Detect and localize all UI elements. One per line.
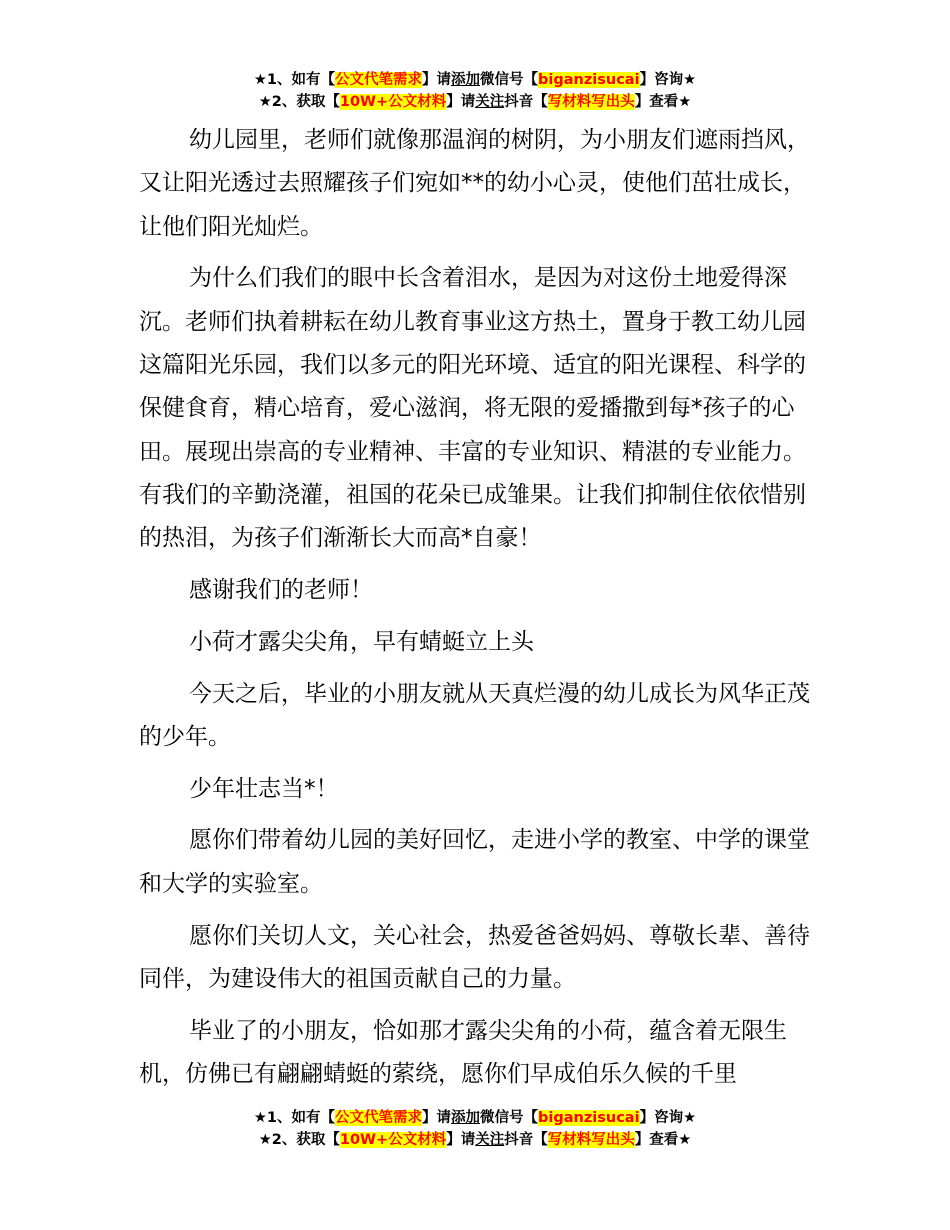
highlight-wechat-id: biganzisucai bbox=[538, 1110, 640, 1126]
highlight-wechat-id: biganzisucai bbox=[538, 72, 640, 88]
paragraph: 今天之后，毕业的小朋友就从天真烂漫的幼儿成长为风华正茂的少年。 bbox=[139, 680, 810, 750]
highlight-materials: 10W+公文材料 bbox=[339, 1132, 447, 1148]
footer-banner bbox=[0, 1107, 950, 1151]
paragraph: 小荷才露尖尖角，早有蜻蜓立上头 bbox=[189, 628, 534, 655]
banner-line-2: ★2、获取【10W+公文材料】请关注抖音【写材料写出头】查看★ bbox=[258, 1132, 692, 1148]
paragraph: 毕业了的小朋友，恰如那才露尖尖角的小荷，蕴含着无限生机，仿佛已有翩翩蜻蜓的萦绕，愿你们早成伯乐久候的千里 bbox=[139, 1017, 787, 1087]
paragraph: 少年壮志当*！ bbox=[189, 775, 339, 802]
highlight-materials: 10W+公文材料 bbox=[339, 94, 447, 110]
highlight-douyin: 写材料写出头 bbox=[547, 1132, 635, 1148]
highlight-service: 公文代笔需求 bbox=[335, 1110, 423, 1126]
banner-line-2: ★2、获取【10W+公文材料】请关注抖音【写材料写出头】查看★ bbox=[258, 94, 692, 110]
banner-line-1: ★1、如有【公文代笔需求】请添加微信号【biganzisucai】咨询★ bbox=[253, 72, 697, 88]
paragraph: 感谢我们的老师！ bbox=[189, 576, 373, 603]
highlight-service: 公文代笔需求 bbox=[335, 72, 423, 88]
paragraph: 为什么们我们的眼中长含着泪水，是因为对这份土地爱得深沉。老师们执着耕耘在幼儿教育事业这方热土，置身于教工幼儿园这篇阳光乐园，我们以多元的阳光环境、适宜的阳光课程、科学的保健食育，精心培育，爱心滋润，将无限的爱播撒到每*孩子的心田。展现出崇高的专业精神、丰富的专业知识、精湛的专业能力。有我们的辛勤浇灌，祖国的花朵已成雏果。让我们抑制住依依惜别的热泪，为孩子们渐渐长大而高*自豪！ bbox=[139, 265, 806, 552]
paragraph: 愿你们关切人文，关心社会，热爱爸爸妈妈、尊敬长辈、善待同伴，为建设伟大的祖国贡献自己的力量。 bbox=[139, 922, 810, 992]
banner-line-1: ★1、如有【公文代笔需求】请添加微信号【biganzisucai】咨询★ bbox=[253, 1110, 697, 1126]
paragraph: 幼儿园里，老师们就像那温润的树阴，为小朋友们遮雨挡风，又让阳光透过去照耀孩子们宛如**的幼小心灵，使他们茁壮成长，让他们阳光灿烂。 bbox=[139, 127, 810, 240]
document-body bbox=[139, 119, 823, 1105]
highlight-douyin: 写材料写出头 bbox=[547, 94, 635, 110]
header-banner bbox=[0, 69, 950, 113]
paragraph: 愿你们带着幼儿园的美好回忆，走进小学的教室、中学的课堂和大学的实验室。 bbox=[139, 827, 810, 897]
